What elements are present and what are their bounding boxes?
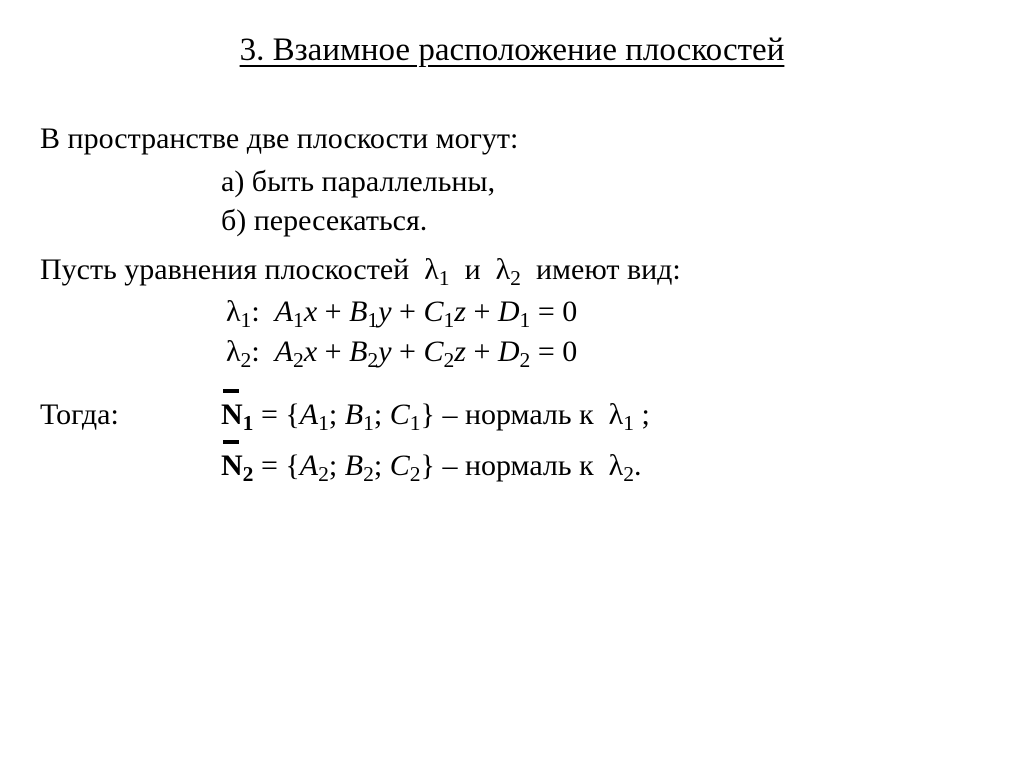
lambda-symbol: λ <box>495 253 511 286</box>
coef-c: C <box>389 449 410 482</box>
normal-vector-symbol: N <box>221 397 243 433</box>
coef-sub: 1 <box>367 308 379 333</box>
end-mark: . <box>633 449 642 482</box>
coef-sub: 2 <box>519 348 531 373</box>
coef-c: C <box>423 295 444 328</box>
plane-index: 2 <box>240 348 252 373</box>
let-line <box>40 252 681 291</box>
lambda-symbol: λ <box>608 449 624 482</box>
coef-sub: 2 <box>293 348 304 373</box>
and-word: и <box>464 253 481 286</box>
equation-2: $\lambda_2$: $A_2x + B_2y + C_2z + D_2 = 0$ <box>226 335 578 373</box>
page-title <box>0 30 1024 70</box>
coef-b: B <box>344 449 364 482</box>
page-title-text: 3. Взаимное расположение плоскостей <box>239 32 785 68</box>
let-text-1: Пусть уравнения плоскостей <box>40 253 410 286</box>
lambda-symbol: λ <box>424 253 439 286</box>
let-text-2: имеют вид: <box>535 253 681 286</box>
coef-sub: 2 <box>367 348 379 373</box>
plane-index: 1 <box>240 308 252 333</box>
coef-sub: 1 <box>519 308 531 333</box>
coef-d: D <box>497 295 520 328</box>
end-mark: ; <box>641 398 650 431</box>
normal-vector-2: $N_2 = \{A_2$; $B_2$; $C_2$} – нормаль к $\lambda_2$. <box>221 448 641 484</box>
coef-c: C <box>423 335 444 368</box>
coef-d: D <box>497 335 520 368</box>
rhs: 0 <box>562 335 578 368</box>
intro-text: В пространстве две плоскости могут: <box>40 122 519 155</box>
normal-word: – нормаль к <box>442 449 594 482</box>
lambda-sub: 2 <box>510 266 521 291</box>
vector-sub: 2 <box>242 462 254 487</box>
coef-c: C <box>389 398 410 431</box>
coef-b: B <box>344 398 364 431</box>
coef-a: A <box>274 295 294 328</box>
coef-a: A <box>274 335 294 368</box>
equation-1: $\lambda_1$: $A_1x + B_1y + C_1z + D_1 = 0$ <box>226 295 578 333</box>
coef-b: B <box>349 295 368 328</box>
lambda-symbol: λ <box>226 295 241 328</box>
coef-sub: 1 <box>443 308 455 333</box>
coef-a: A <box>299 449 319 482</box>
coef-b: B <box>349 335 368 368</box>
normal-vector-1: $N_1 = \{A_1$; $B_1$; $C_1$} – нормаль к $\lambda_1$ ; <box>221 397 650 433</box>
option-a: а) быть параллельны, <box>221 165 496 198</box>
lambda-symbol: λ <box>608 398 624 431</box>
rhs: 0 <box>562 295 578 328</box>
lambda-sub: 1 <box>438 266 450 291</box>
then-label: Тогда: <box>40 398 119 431</box>
normal-vector-symbol: N <box>221 448 243 484</box>
lambda-symbol: λ <box>226 335 241 368</box>
normal-word: – нормаль к <box>442 398 594 431</box>
option-b: б) пересекаться. <box>221 204 428 237</box>
coef-sub: 2 <box>443 348 455 373</box>
coef-sub: 1 <box>293 308 304 333</box>
coef-a: A <box>299 398 319 431</box>
vector-sub: 1 <box>242 411 254 436</box>
